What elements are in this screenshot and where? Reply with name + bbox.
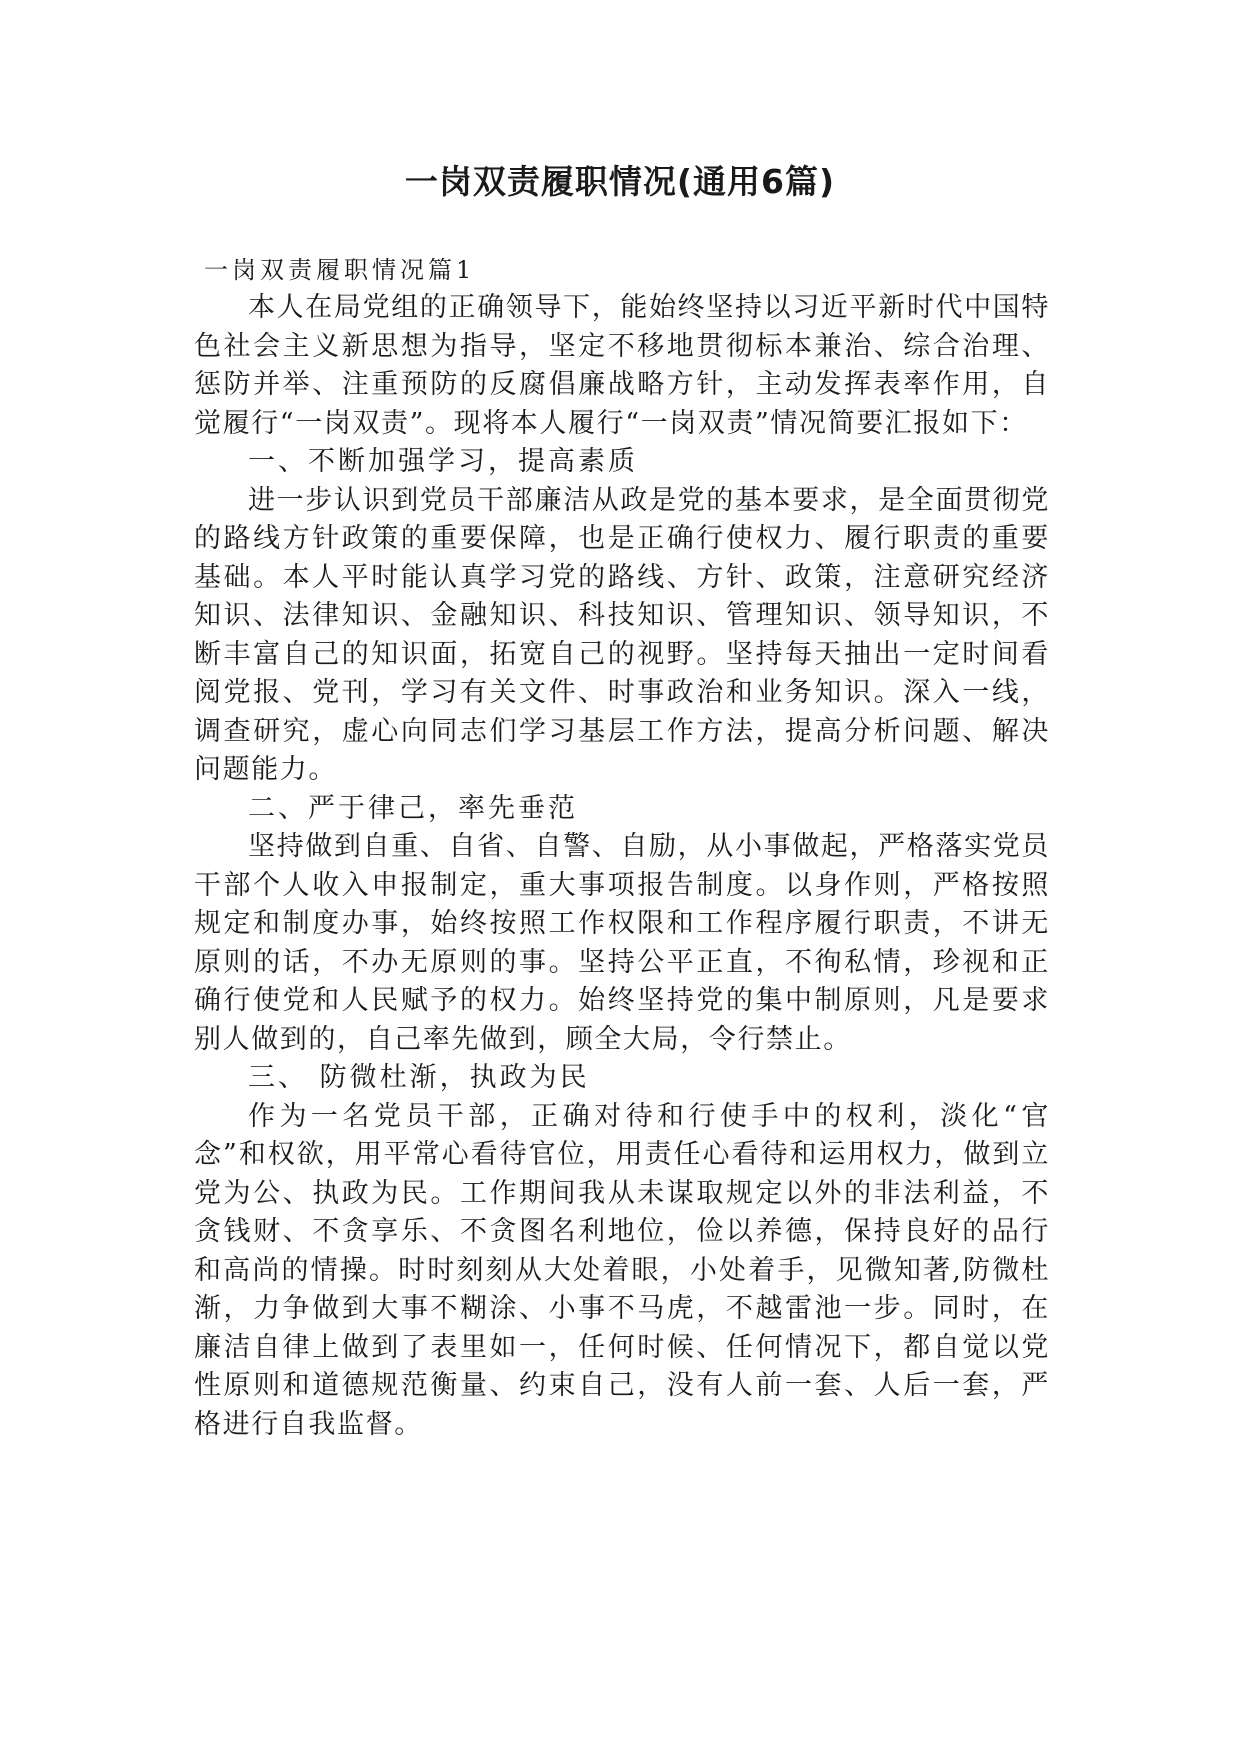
document-body: [194, 289, 1050, 1444]
paragraph-2: 坚持做到自重、自省、自警、自励，从小事做起，严格落实党员干部个人收入申报制定，重大事项报告制度。以身作则，严格按照规定和制度办事，始终按照工作权限和工作程序履行职责，不讲无原则的话，不办无原则的事。坚持公平正直，不徇私情，珍视和正确行使党和人民赋予的权力。始终坚持党的集中制原则，凡是要求别人做到的，自己率先做到，顾全大局，令行禁止。: [194, 831, 1050, 1055]
subheading-3: 三、 防微杜渐，执政为民: [248, 1062, 590, 1093]
document-title: 一岗双责履职情况(通用6篇): [404, 162, 836, 201]
intro-paragraph: 本人在局党组的正确领导下，能始终坚持以习近平新时代中国特色社会主义新思想为指导，坚定不移地贯彻标本兼治、综合治理、惩防并举、注重预防的反腐倡廉战略方针，主动发挥表率作用，自觉履行“一岗双责”。现将本人履行“一岗双责”情况简要汇报如下：: [194, 292, 1050, 439]
subheading-2: 二、严于律己，率先垂范: [248, 792, 578, 824]
paragraph-1: 进一步认识到党员干部廉洁从政是党的基本要求，是全面贯彻党的路线方针政策的重要保障，也是正确行使权力、履行职责的重要基础。本人平时能认真学习党的路线、方针、政策，注意研究经济知识、法律知识、金融知识、科技知识、管理知识、领导知识，不断丰富自己的知识面，拓宽自己的视野。坚持每天抽出一定时间看阅党报、党刊，学习有关文件、时事政治和业务知识。深入一线，调查研究，虚心向同志们学习基层工作方法，提高分析问题、解决问题能力。: [194, 484, 1050, 785]
subheading-1: 一、不断加强学习，提高素质: [248, 446, 638, 477]
paragraph-3: 作为一名党员干部，正确对待和行使手中的权利，淡化“官念”和权欲，用平常心看待官位，用责任心看待和运用权力，做到立党为公、执政为民。工作期间我从未谋取规定以外的非法利益，不贪钱财、不贪享乐、不贪图名利地位，俭以养德，保持良好的品行和高尚的情操。时时刻刻从大处着眼，小处着手，见微知著,防微杜渐，力争做到大事不糊涂、小事不马虎，不越雷池一步。同时，在廉洁自律上做到了表里如一，任何时候、任何情况下，都自觉以党性原则和道德规范衡量、约束自己，没有人前一套、人后一套，严格进行自我监督。: [194, 1100, 1050, 1440]
section-title: 一岗双责履职情况篇1: [204, 256, 476, 284]
